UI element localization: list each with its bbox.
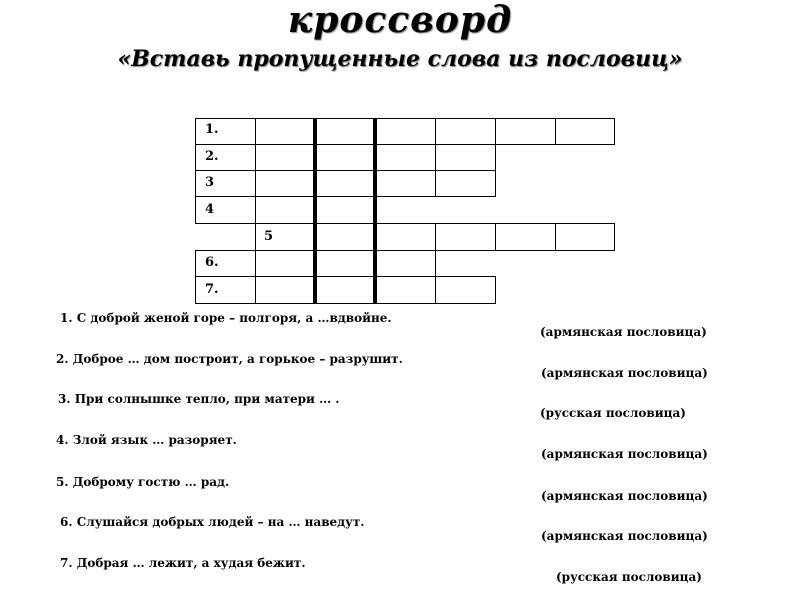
- crossword-cell[interactable]: [255, 196, 316, 224]
- crossword-cell[interactable]: [375, 250, 436, 277]
- crossword-cell[interactable]: [315, 223, 376, 251]
- crossword-cell[interactable]: [555, 118, 615, 145]
- crossword-row-number-1: 1.: [205, 122, 219, 137]
- clue-4: 4. Злой язык … разоряет.: [56, 433, 237, 447]
- crossword-cell[interactable]: [255, 170, 316, 197]
- clue-5-origin: (армянская пословица): [541, 489, 708, 503]
- crossword-cell[interactable]: [315, 118, 376, 145]
- crossword-cell[interactable]: [495, 223, 556, 251]
- page-subtitle: «Вставь пропущенные слова из пословиц»: [117, 46, 683, 72]
- crossword-cell[interactable]: [435, 223, 496, 251]
- clue-5: 5. Доброму гостю … рад.: [56, 475, 230, 489]
- clue-3: 3. При солнышке тепло, при матери … .: [58, 392, 340, 406]
- crossword-cell[interactable]: [315, 170, 376, 197]
- clue-1-origin: (армянская пословица): [540, 325, 707, 339]
- crossword-row-number-7: 7.: [205, 282, 219, 297]
- clue-3-origin: (русская пословица): [540, 406, 686, 420]
- crossword-cell[interactable]: [435, 276, 496, 304]
- page-title: кроссворд: [287, 0, 513, 41]
- crossword-row-number-3: 3: [205, 175, 215, 190]
- clue-6-origin: (армянская пословица): [541, 529, 708, 543]
- crossword-cell[interactable]: [435, 118, 496, 145]
- crossword-cell[interactable]: [255, 276, 316, 304]
- crossword-cell[interactable]: [315, 250, 376, 277]
- crossword-cell[interactable]: [315, 144, 376, 171]
- clue-7: 7. Добрая … лежит, а худая бежит.: [60, 556, 306, 570]
- clue-2-origin: (армянская пословица): [541, 366, 708, 380]
- crossword-cell[interactable]: [375, 276, 436, 304]
- crossword-row-number-5: 5: [264, 229, 274, 244]
- crossword-row-number-4: 4: [205, 202, 215, 217]
- crossword-cell[interactable]: [555, 223, 615, 251]
- crossword-cell[interactable]: [495, 118, 556, 145]
- keyword-column-line: [313, 118, 317, 304]
- crossword-cell[interactable]: [435, 144, 496, 171]
- crossword-cell[interactable]: [315, 196, 376, 224]
- clue-1: 1. С доброй женой горе – полгоря, а …вдвойне.: [60, 311, 392, 325]
- crossword-row-number-6: 6.: [205, 255, 219, 270]
- clue-6: 6. Слушайся добрых людей – на … наведут.: [60, 515, 365, 529]
- crossword-cell[interactable]: [375, 118, 436, 145]
- crossword-cell[interactable]: [315, 276, 376, 304]
- crossword-cell[interactable]: [375, 223, 436, 251]
- crossword-row-number-2: 2.: [205, 149, 219, 164]
- crossword-cell[interactable]: [255, 250, 316, 277]
- crossword-cell[interactable]: [435, 170, 496, 197]
- clue-7-origin: (русская пословица): [556, 570, 702, 584]
- clue-2: 2. Доброе … дом построит, а горькое – разрушит.: [56, 352, 403, 366]
- clue-4-origin: (армянская пословица): [541, 447, 708, 461]
- crossword-cell[interactable]: [255, 144, 316, 171]
- crossword-cell[interactable]: [255, 118, 316, 145]
- crossword-cell[interactable]: [375, 144, 436, 171]
- keyword-column-line: [373, 118, 377, 304]
- crossword-cell[interactable]: [375, 170, 436, 197]
